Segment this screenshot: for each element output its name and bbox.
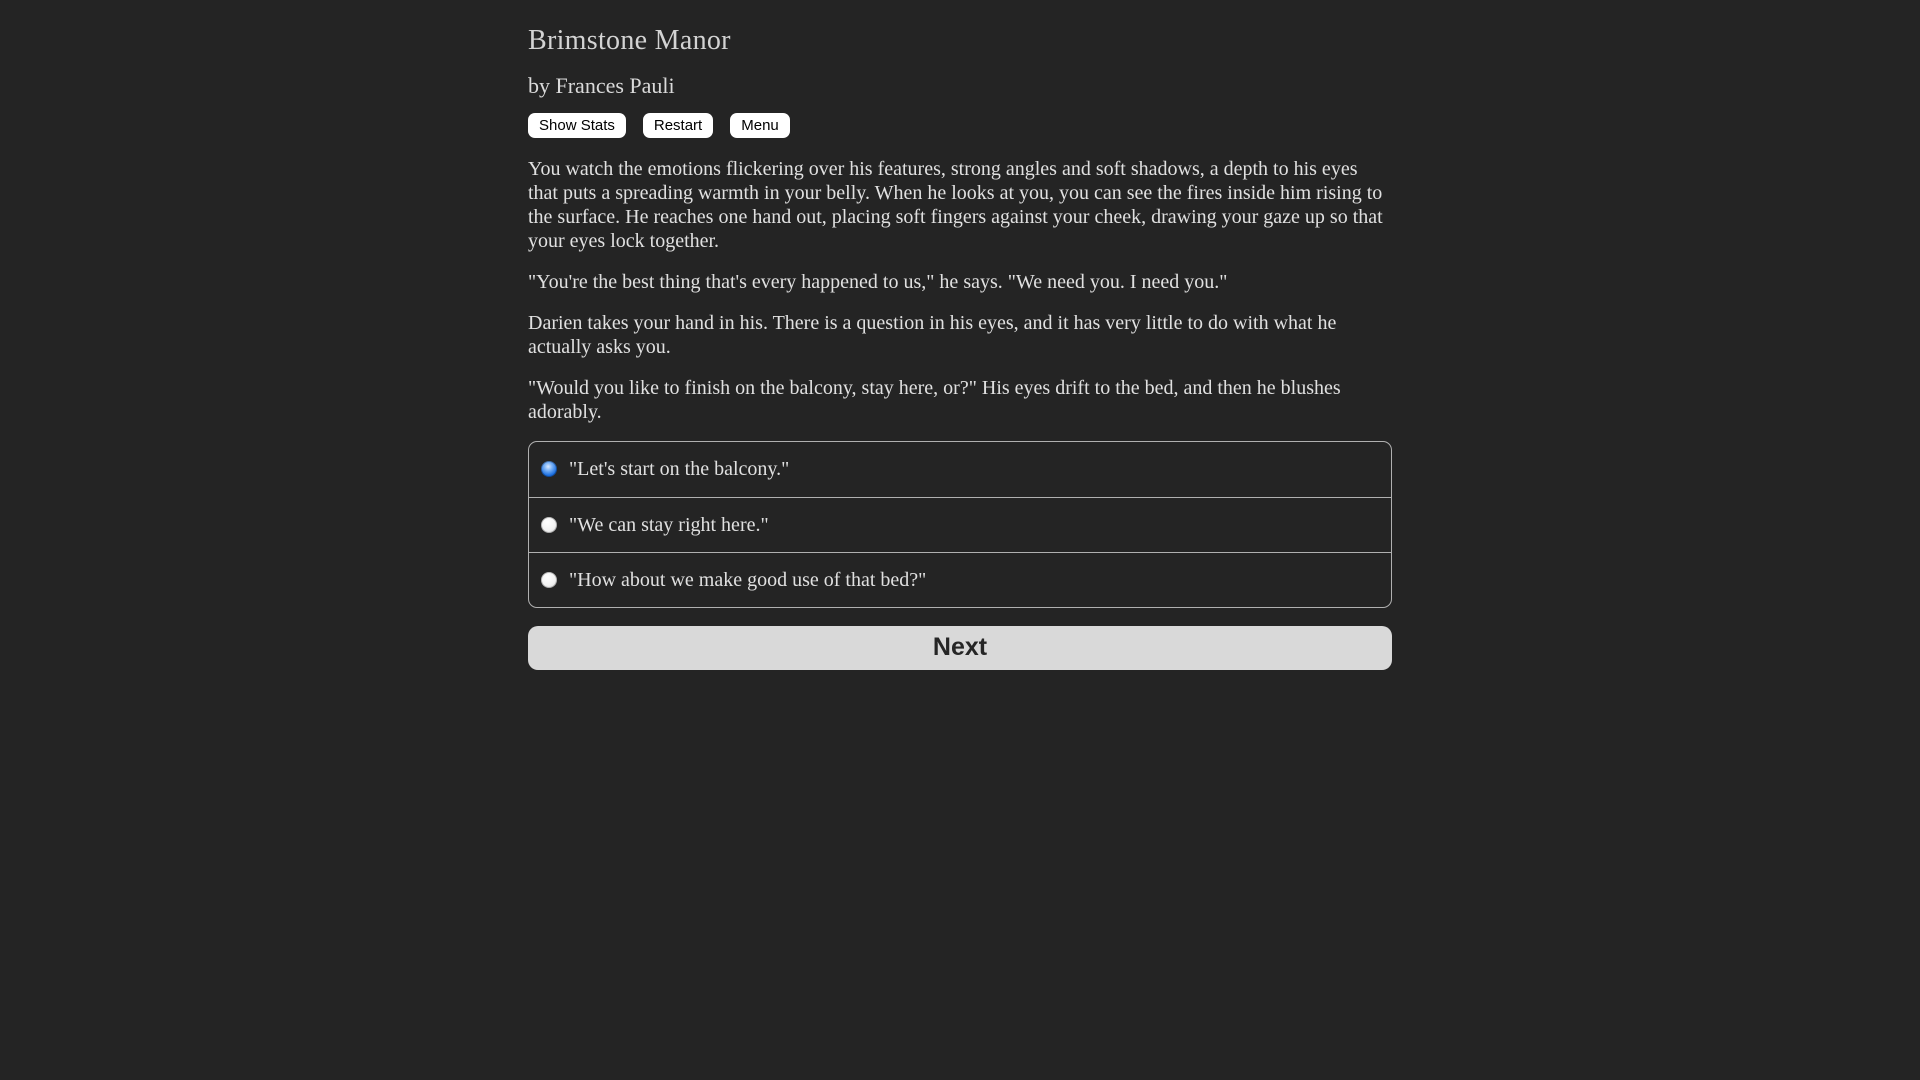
choice-option-balcony[interactable]	[529, 442, 1391, 497]
radio-button[interactable]	[541, 517, 557, 533]
story-paragraph: You watch the emotions flickering over his features, strong angles and soft shadows, a depth to his eyes that puts a spreading warmth in your belly. When he looks at you, you can see the fires inside him rising to the surface. He reaches one hand out, placing soft fingers against your cheek, drawing your gaze up so that your eyes lock together.	[528, 157, 1383, 252]
story-text	[528, 157, 1392, 424]
choice-option-bed[interactable]	[529, 552, 1391, 607]
story-paragraph: "Would you like to finish on the balcony, stay here, or?" His eyes drift to the bed, and then he blushes adorably.	[528, 376, 1341, 423]
radio-button[interactable]	[541, 572, 557, 588]
next-button[interactable]: Next	[528, 626, 1392, 670]
menu-button[interactable]: Menu	[730, 113, 790, 138]
choice-option-stay-here[interactable]	[529, 497, 1391, 552]
game-author: by Frances Pauli	[528, 72, 675, 98]
choice-label[interactable]: "Let's start on the balcony."	[569, 458, 790, 481]
game-title: Brimstone Manor	[528, 25, 731, 56]
show-stats-button[interactable]: Show Stats	[528, 113, 626, 138]
story-paragraph: Darien takes your hand in his. There is a question in his eyes, and it has very little to do with what he actually asks you.	[528, 311, 1337, 358]
radio-button[interactable]	[541, 461, 557, 477]
choice-label[interactable]: "How about we make good use of that bed?"	[569, 568, 927, 591]
choice-label[interactable]: "We can stay right here."	[569, 513, 769, 536]
story-paragraph: "You're the best thing that's every happened to us," he says. "We need you. I need you."	[528, 270, 1228, 293]
story-page	[528, 0, 1392, 670]
toolbar	[528, 113, 1392, 138]
restart-button[interactable]: Restart	[643, 113, 713, 138]
choice-list	[528, 441, 1392, 608]
